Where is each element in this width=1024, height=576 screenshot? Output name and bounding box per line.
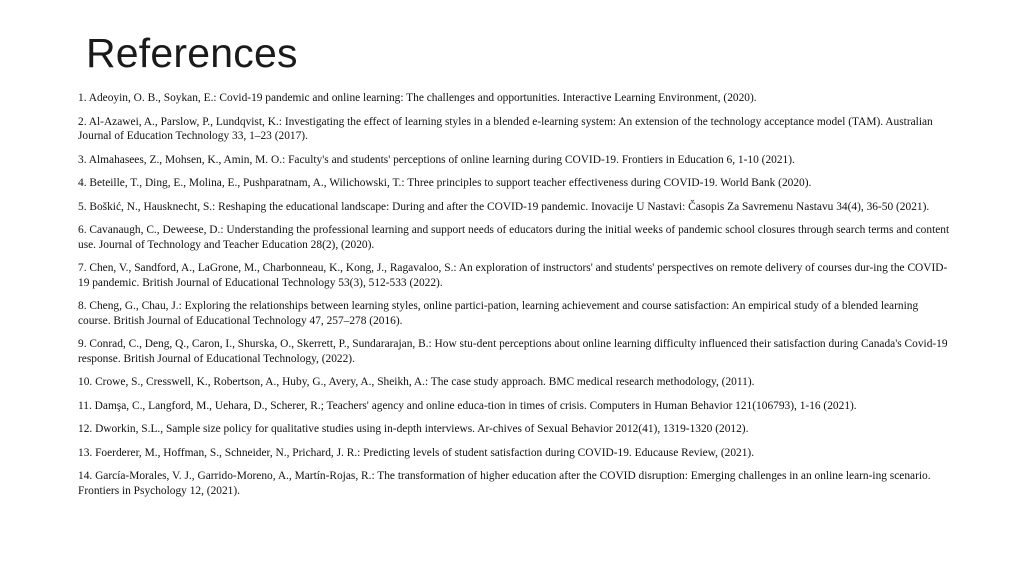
slide-title: References bbox=[86, 30, 298, 76]
reference-item: 10. Crowe, S., Cresswell, K., Robertson, A., Huby, G., Avery, A., Sheikh, A.: The case study approach. BMC medical research methodology, (2011). bbox=[78, 376, 755, 388]
reference-list bbox=[78, 91, 950, 507]
reference-item: 6. Cavanaugh, C., Deweese, D.: Understanding the professional learning and support needs of educators during the initial weeks of pandemic school closures through search terms and content use. Journal of Technology and Teacher Education 28(2), (2020). bbox=[78, 224, 950, 251]
reference-item: 2. Al-Azawei, A., Parslow, P., Lundqvist, K.: Investigating the effect of learning styles in a blended e-learning system: An extension of the technology acceptance model (TAM). Australian Journal of Education Technology 33, 1–23 (2017). bbox=[78, 115, 933, 142]
reference-item: 1. Adeoyin, O. B., Soykan, E.: Covid-19 pandemic and online learning: The challenges and opportunities. Interactive Learning Environment, (2020). bbox=[78, 92, 757, 104]
reference-item: 12. Dworkin, S.L., Sample size policy for qualitative studies using in-depth interviews. Ar-chives of Sexual Behavior 2012(41), 1319-1320 (2012). bbox=[78, 423, 749, 435]
reference-item: 5. Boškić, N., Hausknecht, S.: Reshaping the educational landscape: During and after the COVID-19 pandemic. Inovacije U Nastavi: Časopis Za Savremenu Nastavu 34(4), 36-50 (2021). bbox=[78, 200, 930, 213]
reference-item: 14. García-Morales, V. J., Garrido-Moreno, A., Martín-Rojas, R.: The transformation of higher education after the COVID disruption: Emerging challenges in an online learn-ing scenario. Frontiers in Psychology 12, (2021). bbox=[78, 470, 931, 497]
reference-item: 4. Beteille, T., Ding, E., Molina, E., Pushparatnam, A., Wilichowski, T.: Three principles to support teacher effectiveness during COVID-19. World Bank (2020). bbox=[78, 177, 812, 189]
reference-item: 7. Chen, V., Sandford, A., LaGrone, M., Charbonneau, K., Kong, J., Ragavaloo, S.: An exploration of instructors' and students' perspectives on remote delivery of courses dur-ing the COVID-19 pandemic. British Journal of Educational Technology 53(3), 512-533 (2022). bbox=[78, 262, 948, 289]
reference-item: 9. Conrad, C., Deng, Q., Caron, I., Shurska, O., Skerrett, P., Sundararajan, B.: How stu-dent perceptions about online learning difficulty influenced their satisfaction during Canada's Covid-19 response. British Journal of Educational Technology, (2022). bbox=[78, 338, 948, 365]
reference-item: 3. Almahasees, Z., Mohsen, K., Amin, M. O.: Faculty's and students' perceptions of online learning during COVID-19. Frontiers in Education 6, 1-10 (2021). bbox=[78, 153, 795, 166]
reference-item: 11. Damşa, C., Langford, M., Uehara, D., Scherer, R.; Teachers' agency and online educa-tion in times of crisis. Computers in Human Behavior 121(106793), 1-16 (2021). bbox=[78, 399, 857, 412]
reference-item: 13. Foerderer, M., Hoffman, S., Schneider, N., Prichard, J. R.: Predicting levels of student satisfaction during COVID-19. Educause Review, (2021). bbox=[78, 446, 755, 459]
reference-item: 8. Cheng, G., Chau, J.: Exploring the relationships between learning styles, online partici-pation, learning achievement and course satisfaction: An empirical study of a blended learning course. British Journal of Educational Technology 47, 257–278 (2016). bbox=[78, 300, 919, 327]
